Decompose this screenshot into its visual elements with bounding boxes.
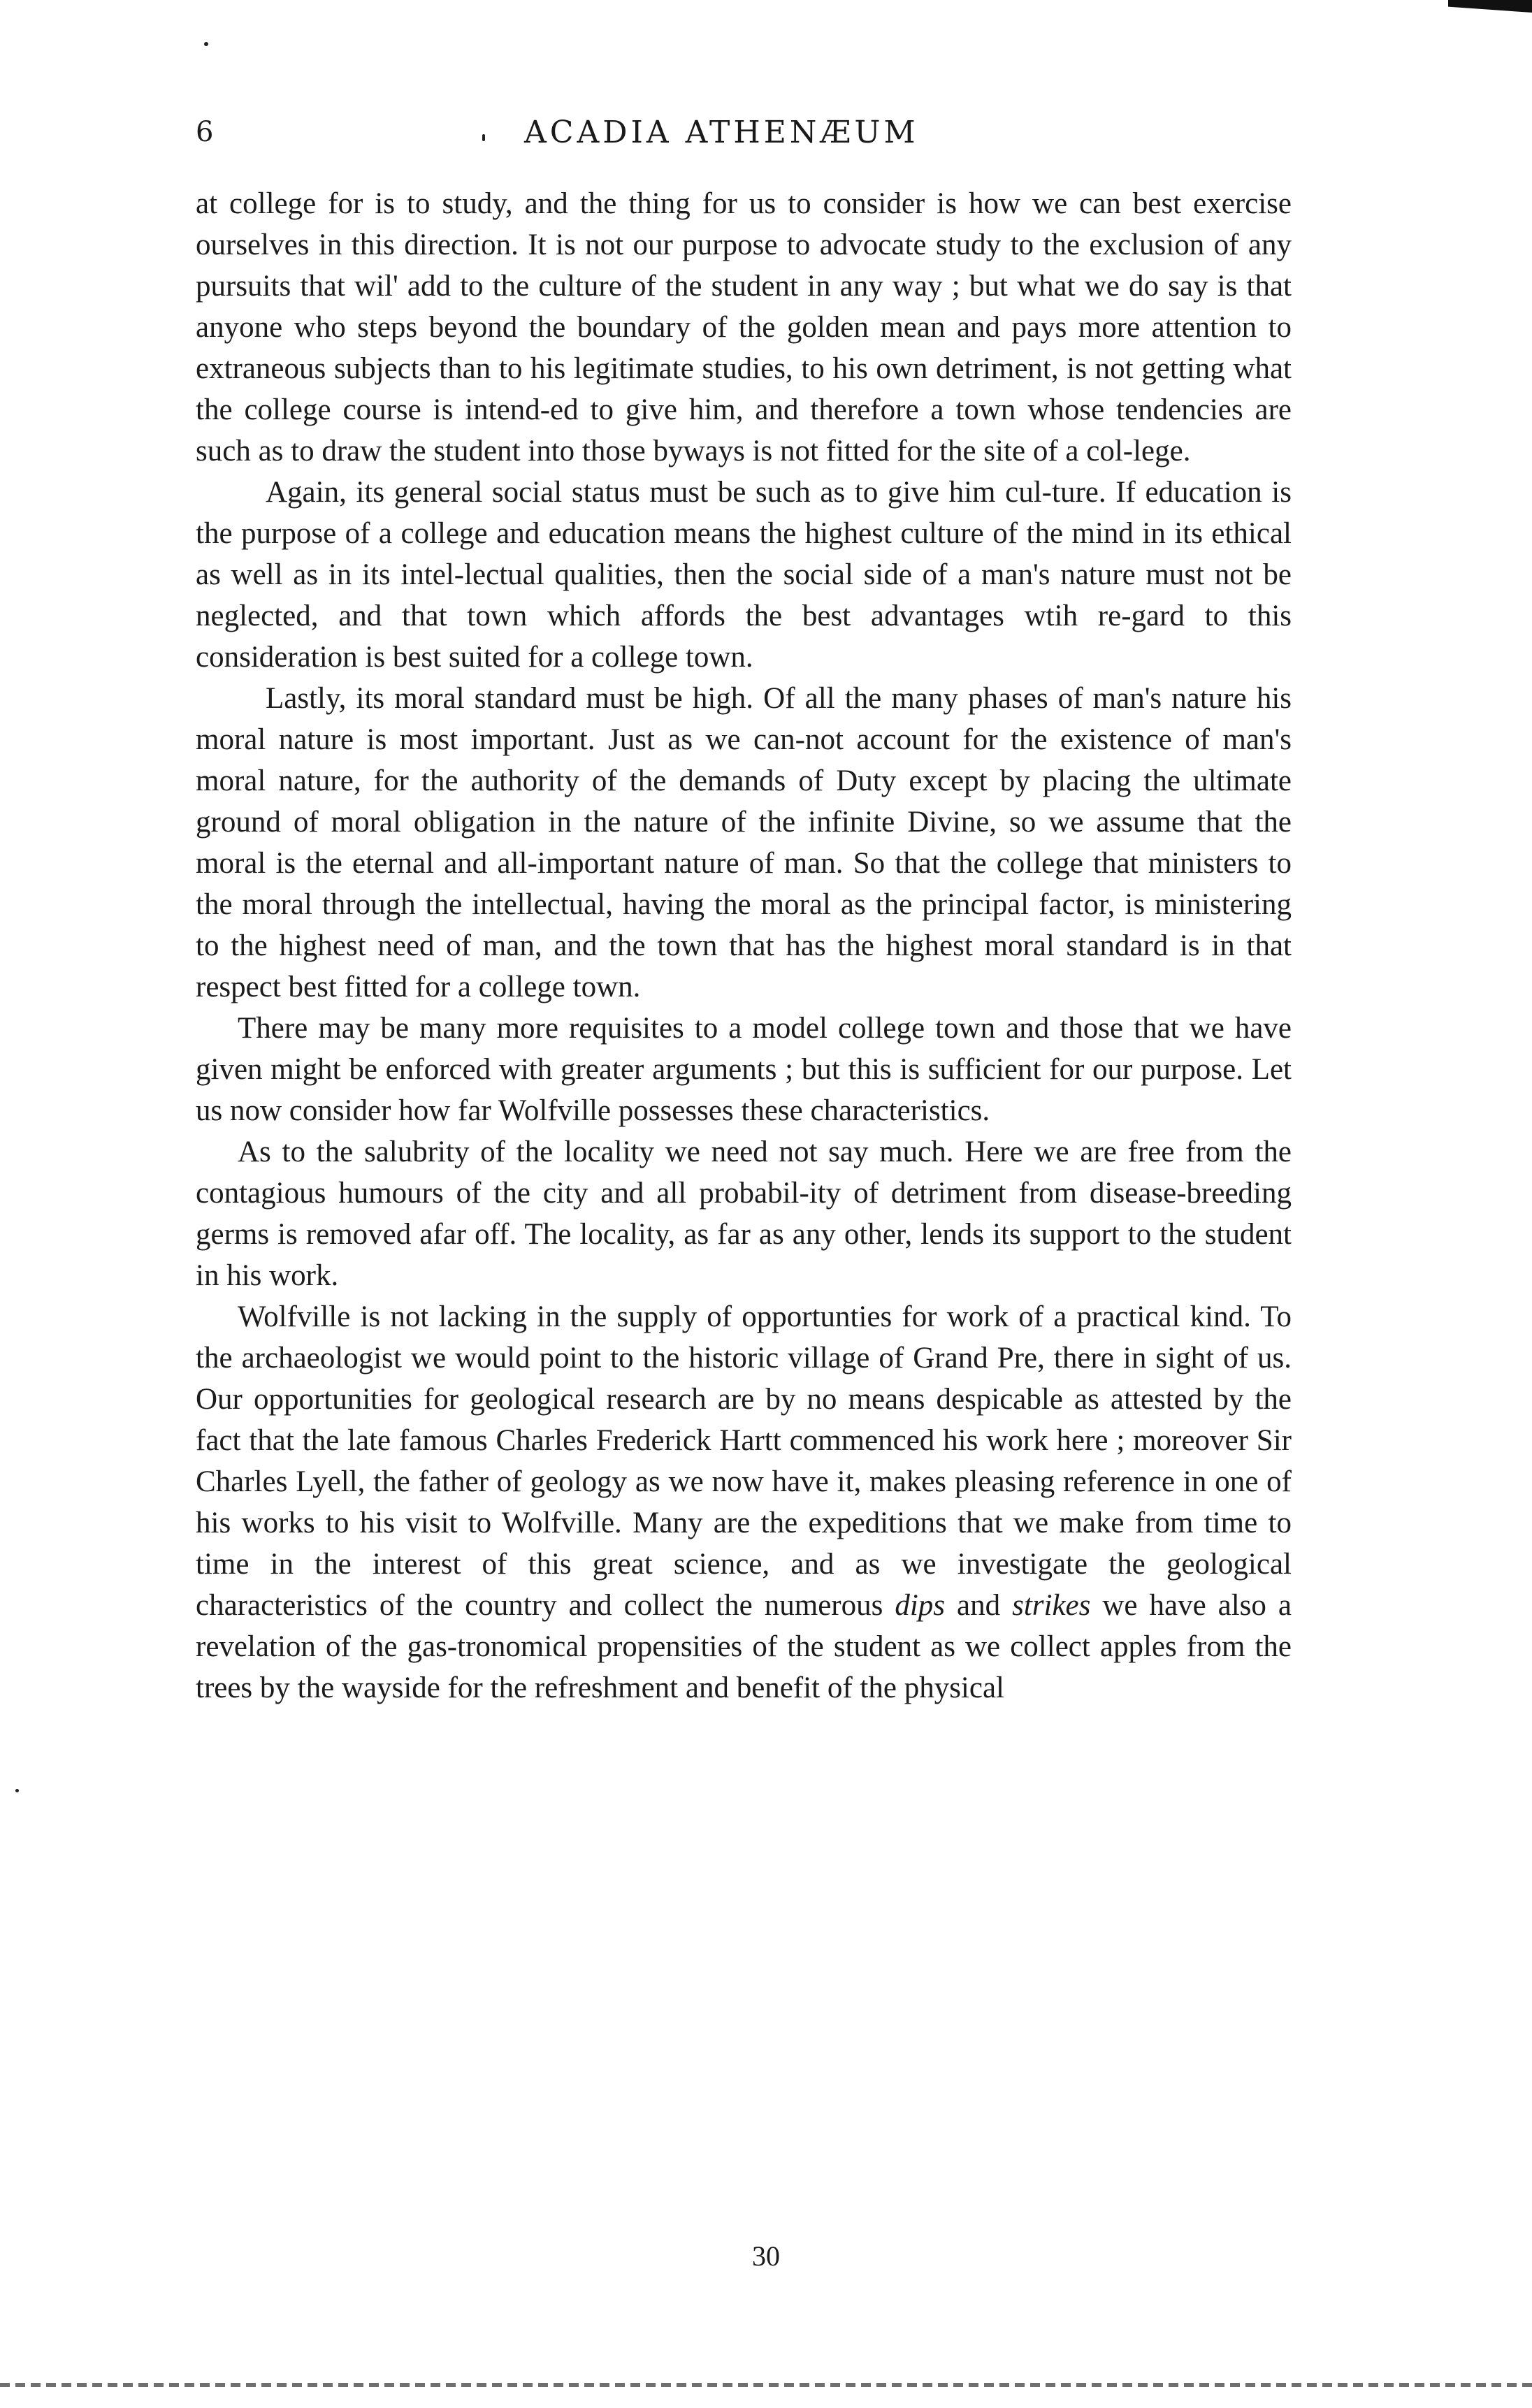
paragraph-text: and	[945, 1589, 1013, 1622]
page-header	[196, 112, 1300, 161]
page-number: 6	[196, 116, 214, 148]
paragraph-p4	[196, 1008, 1292, 1131]
italic-term: dips	[895, 1589, 946, 1622]
scan-edge-mark	[1448, 0, 1532, 13]
paragraph-text: Wolfville is not lacking in the supply of opportunties for work of a practical kind. To the archaeologist we would point to the historic village of Grand Pre, there in sight of us. Our opportunities for geological research are by no means despicable as attested by the fact that the late famous Charles Frederick Hartt commenced his work here ; moreover Sir Charles Lyell, the father of geology as we now have it, makes pleasing reference in one of his works to his visit to Wolfville. Many are the expeditions that we make from time to time in the interest of this great science, and as we investigate the geological characteristics of the country and collect the numerous	[196, 1300, 1292, 1622]
paragraph-p2	[196, 472, 1292, 678]
paragraph-text: As to the salubrity of the locality we need not say much. Here we are free from the contagious humours of the city and all probabil-ity of detriment from disease-breeding germs is removed afar off. The locality, as far as any other, lends its support to the student in his work.	[196, 1136, 1292, 1292]
paragraph-text: There may be many more requisites to a model college town and those that we have given might be enforced with greater arguments ; but this is sufficient for our purpose. Let us now consider how far Wolfville possesses these characteristics.	[196, 1012, 1292, 1127]
paragraph-p6	[196, 1296, 1292, 1709]
running-title: ACADIA ATHENÆUM	[524, 115, 919, 150]
scan-speck	[204, 42, 208, 46]
paragraph-text: Again, its general social status must be such as to give him cul-ture. If education is the purpose of a college and education means the highest culture of the mind in its ethical as well as in its intel-lectual qualities, then the social side of a man's nature must not be neglected, and that town which affords the best advantages wtih re-gard to this consideration is best suited for a college town.	[196, 476, 1292, 674]
paragraph-p5	[196, 1131, 1292, 1296]
paragraph-p3	[196, 678, 1292, 1008]
scan-speck	[15, 1789, 19, 1792]
paragraph-text: Lastly, its moral standard must be high. Of all the many phases of man's nature his moral nature is most important. Just as we can-not account for the existence of man's moral nature, for the authority of the demands of Duty except by placing the ultimate ground of moral obligation in the nature of the infinite Divine, so we assume that the moral is the eternal and all-important nature of man. So that the college that ministers to the moral through the intellectual, having the moral as the principal factor, is ministering to the highest need of man, and the town that has the highest moral standard is in that respect best fitted for a college town.	[196, 682, 1292, 1003]
italic-term: strikes	[1012, 1589, 1091, 1622]
scan-bottom-edge	[0, 2383, 1532, 2387]
paragraph-text: we have also a revelation of the gas-tronomical propensities of the student as we collect apples from the trees by the wayside for the refreshment and benefit of the physical	[196, 1589, 1292, 1704]
article-body	[196, 183, 1292, 1709]
paragraph-text: at college for is to study, and the thing for us to consider is how we can best exercise ourselves in this direction. It is not our purpose to advocate study to the exclusion of any pursuits that wil' add to the culture of the student in any way ; but what we do say is that anyone who steps beyond the boundary of the golden mean and pays more attention to extraneous subjects than to his legitimate studies, to his own detriment, is not getting what the college course is intend-ed to give him, and therefore a town whose tendencies are such as to draw the student into those byways is not fitted for the site of a col-lege.	[196, 187, 1292, 467]
paragraph-p1	[196, 183, 1292, 472]
folio-number: 30	[752, 2240, 780, 2272]
